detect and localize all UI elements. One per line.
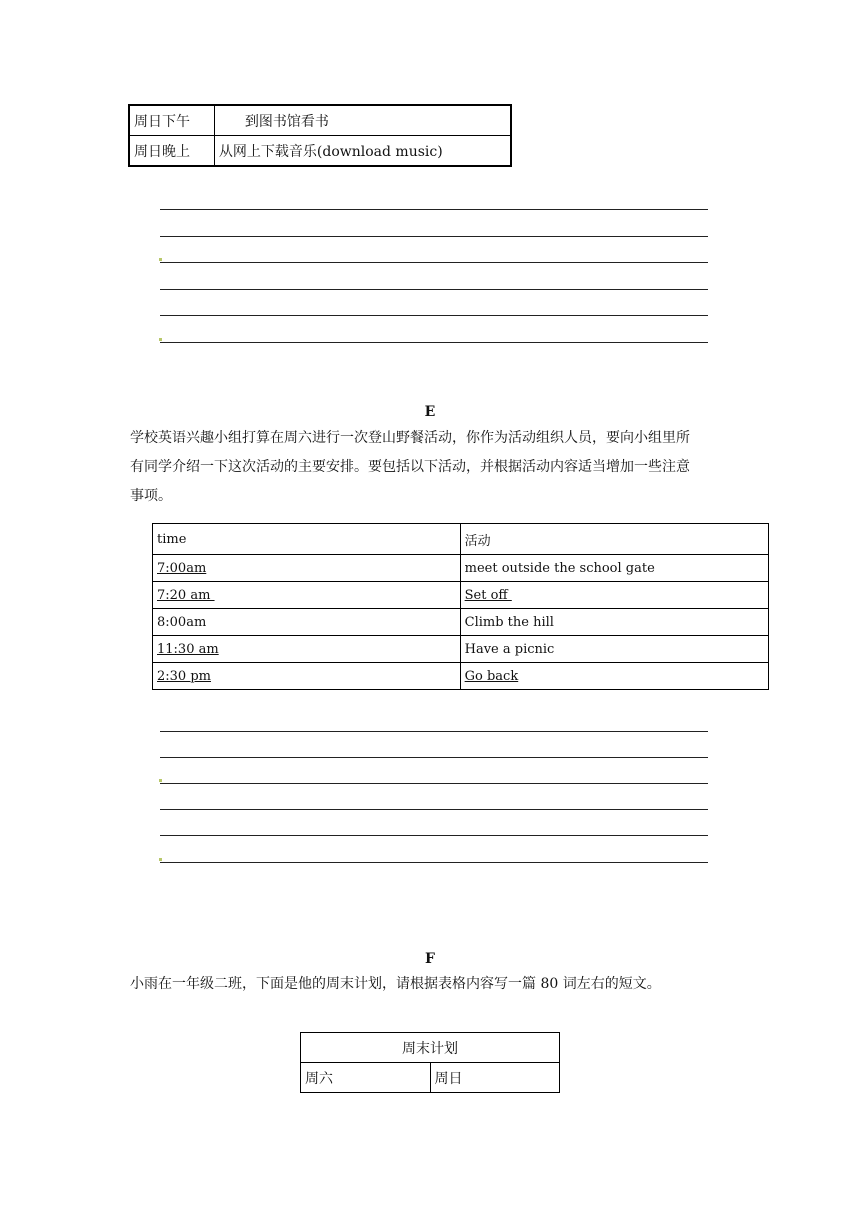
activity-cell: 从网上下载音乐(download music) (214, 136, 511, 167)
line-marker-dot (159, 338, 162, 341)
writing-line[interactable] (160, 289, 708, 290)
table-row (129, 105, 511, 136)
activity-cell: Set off (460, 582, 768, 609)
column-header-activity: 活动 (460, 524, 768, 555)
table-row (153, 582, 769, 609)
time-cell: 11:30 am (153, 636, 461, 663)
time-cell: 2:30 pm (153, 663, 461, 690)
table-row (153, 663, 769, 690)
section-f-instruction: 小雨在一年级二班，下面是他的周末计划，请根据表格内容写一篇 80 词左右的短文。 (130, 976, 661, 992)
line-marker-dot (159, 858, 162, 861)
table-header-row (301, 1033, 560, 1063)
line-marker-dot (159, 258, 162, 261)
time-cell: 7:00am (153, 555, 461, 582)
time-cell: 8:00am (153, 609, 461, 636)
time-cell: 周日晚上 (129, 136, 214, 167)
writing-line[interactable] (160, 262, 708, 263)
sunday-schedule-table (128, 104, 512, 167)
activity-cell: meet outside the school gate (460, 555, 768, 582)
writing-line[interactable] (160, 342, 708, 343)
time-cell: 7:20 am (153, 582, 461, 609)
activity-cell: Go back (460, 663, 768, 690)
column-header-time: time (153, 524, 461, 555)
activity-cell: 到图书馆看书 (214, 105, 511, 136)
weekend-plan-table (300, 1032, 560, 1093)
plan-table-title: 周末计划 (301, 1033, 560, 1063)
column-saturday: 周六 (301, 1063, 431, 1093)
activity-cell: Have a picnic (460, 636, 768, 663)
writing-line[interactable] (160, 809, 708, 810)
column-sunday: 周日 (430, 1063, 560, 1093)
section-e-instructions (130, 424, 690, 511)
instruction-line: 学校英语兴趣小组打算在周六进行一次登山野餐活动，你作为活动组织人员，要向小组里所 (130, 430, 690, 446)
writing-line[interactable] (160, 835, 708, 836)
time-cell: 周日下午 (129, 105, 214, 136)
writing-line[interactable] (160, 315, 708, 316)
section-e-heading: E (424, 404, 436, 420)
table-row (153, 636, 769, 663)
writing-line[interactable] (160, 236, 708, 237)
table-row (129, 136, 511, 167)
instruction-line: 事项。 (130, 488, 172, 504)
activity-cell: Climb the hill (460, 609, 768, 636)
table-row (153, 609, 769, 636)
writing-line[interactable] (160, 731, 708, 732)
line-marker-dot (159, 779, 162, 782)
table-row (301, 1063, 560, 1093)
writing-line[interactable] (160, 783, 708, 784)
table-header-row (153, 524, 769, 555)
section-f-heading: F (425, 951, 435, 967)
writing-line[interactable] (160, 757, 708, 758)
instruction-line: 有同学介绍一下这次活动的主要安排。要包括以下活动，并根据活动内容适当增加一些注意 (130, 459, 690, 475)
activity-schedule-table (152, 523, 769, 690)
writing-line[interactable] (160, 209, 708, 210)
table-row (153, 555, 769, 582)
writing-line[interactable] (160, 862, 708, 863)
